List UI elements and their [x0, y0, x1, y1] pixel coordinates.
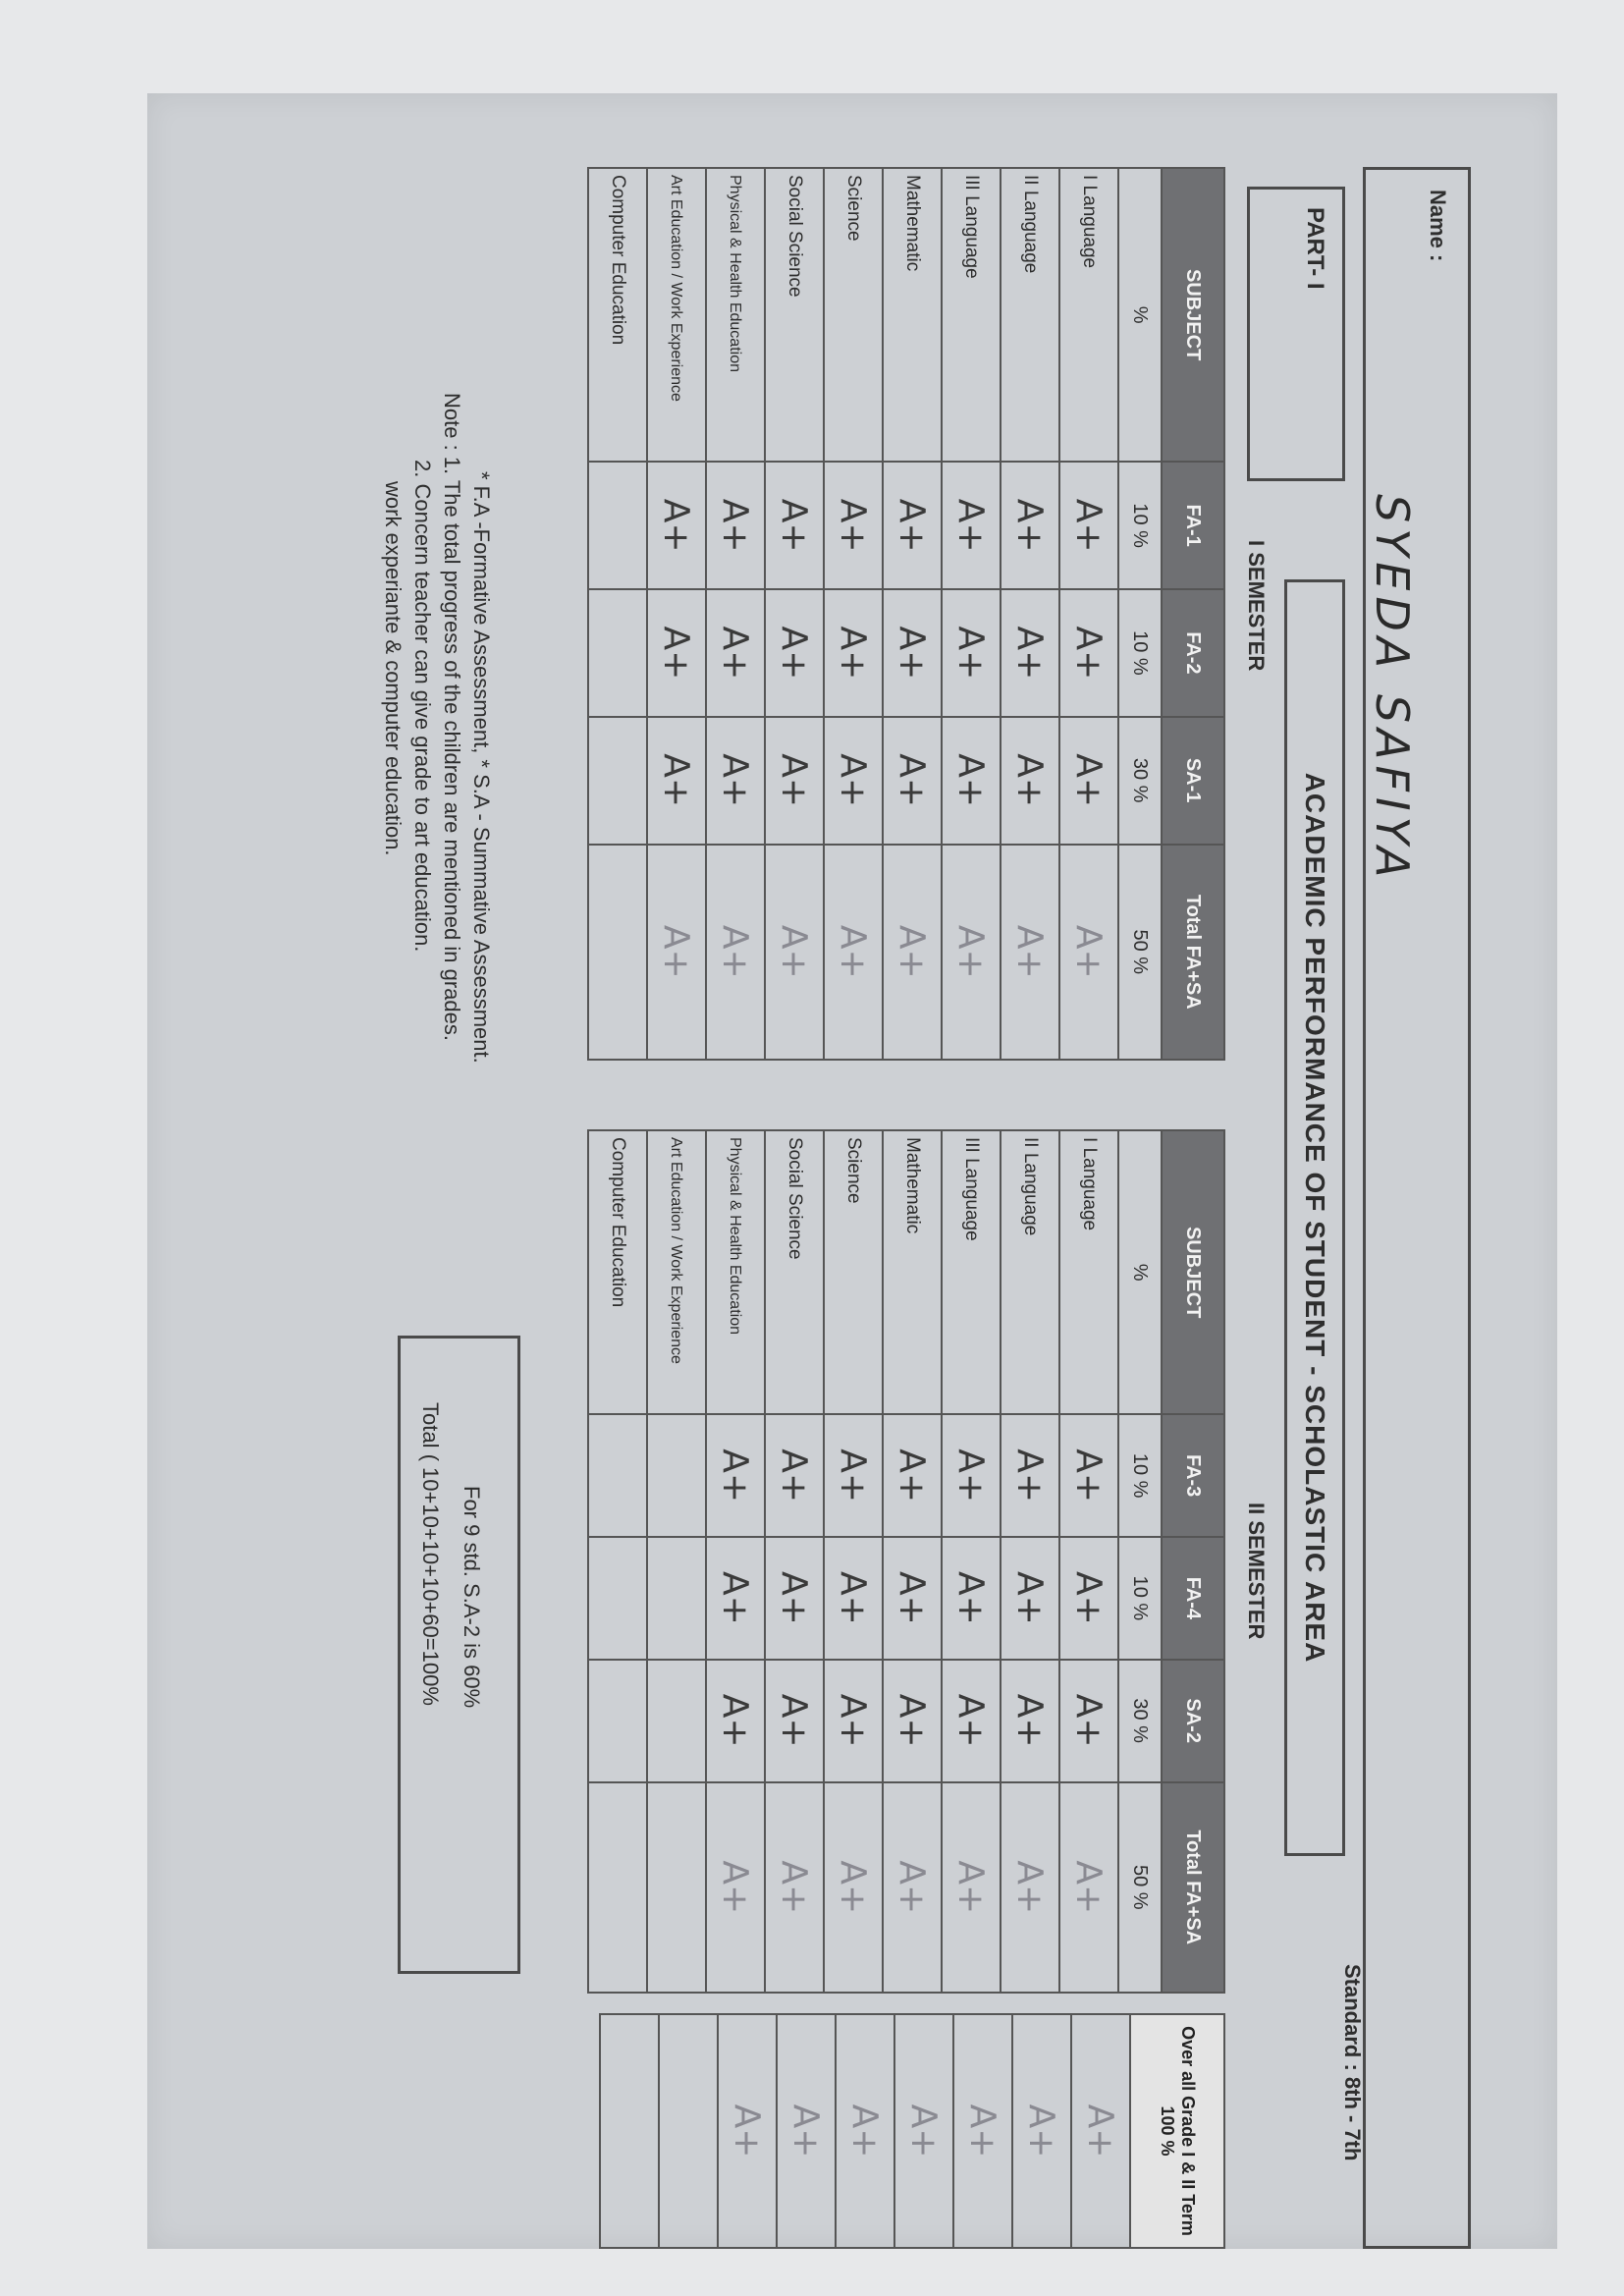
- grade-cell: [647, 1414, 706, 1537]
- grade-cell: A+: [1059, 845, 1118, 1060]
- grade-cell: A+: [1001, 589, 1059, 717]
- subject-cell: Social Science: [765, 1130, 824, 1414]
- grade-cell: A+: [883, 1782, 942, 1993]
- grade-cell: A+: [765, 1537, 824, 1660]
- grade-cell: A+: [765, 717, 824, 845]
- subject-cell: I Language: [1059, 1130, 1118, 1414]
- name-label: Name :: [1426, 190, 1450, 262]
- page-title: ACADEMIC PERFORMANCE OF STUDENT - SCHOLASTIC AREA: [1300, 772, 1330, 1664]
- table-row: [718, 2014, 777, 2248]
- grade-cell: A+: [824, 1660, 883, 1782]
- semester1-title: I SEMESTER: [1244, 540, 1269, 672]
- weight-cell: 30 %: [1118, 1660, 1162, 1782]
- grade-cell: A+: [883, 845, 942, 1060]
- weight-cell: 10 %: [1118, 1414, 1162, 1537]
- weight-cell: 50 %: [1118, 1782, 1162, 1993]
- weight-cell: 10 %: [1118, 1537, 1162, 1660]
- column-header: FA-1: [1162, 462, 1224, 589]
- table-row: [953, 2014, 1012, 2248]
- table-row: [588, 1130, 647, 1993]
- grade-cell: A+: [647, 845, 706, 1060]
- grade-cell: [588, 1537, 647, 1660]
- grade-cell: A+: [942, 1782, 1001, 1993]
- subject-cell: Computer Education: [588, 168, 647, 462]
- grade-cell: A+: [706, 717, 765, 845]
- subject-cell: Physical & Health Education: [706, 168, 765, 462]
- column-header: Total FA+SA: [1162, 1782, 1224, 1993]
- table-row: [659, 2014, 718, 2248]
- grade-cell: [647, 1660, 706, 1782]
- semester2-title: II SEMESTER: [1244, 1503, 1269, 1640]
- column-header: FA-3: [1162, 1414, 1224, 1537]
- column-header: SUBJECT: [1162, 168, 1224, 462]
- total-formula: Total ( 10+10+10+10+60=100%: [418, 1402, 443, 1706]
- overall-grade-cell: A+: [1012, 2014, 1071, 2248]
- overall-grade-cell: A+: [777, 2014, 836, 2248]
- grade-cell: A+: [1001, 845, 1059, 1060]
- grade-cell: [588, 1782, 647, 1993]
- semester2-table: [587, 1129, 1225, 1994]
- subject-cell: Social Science: [765, 168, 824, 462]
- grade-cell: [588, 1660, 647, 1782]
- grade-cell: A+: [883, 589, 942, 717]
- grade-cell: A+: [942, 462, 1001, 589]
- weight-cell: 10 %: [1118, 462, 1162, 589]
- grade-cell: [588, 589, 647, 717]
- grade-cell: A+: [1001, 462, 1059, 589]
- column-header: SA-2: [1162, 1660, 1224, 1782]
- table-row: [1012, 2014, 1071, 2248]
- table-row: [600, 2014, 659, 2248]
- overall-grade-cell: A+: [718, 2014, 777, 2248]
- table-row: [824, 168, 883, 1060]
- weight-cell: %: [1118, 1130, 1162, 1414]
- subject-cell: Science: [824, 168, 883, 462]
- grade-cell: A+: [824, 589, 883, 717]
- grade-cell: A+: [824, 1782, 883, 1993]
- note-2: 2. Concern teacher can give grade to art education.: [410, 460, 435, 953]
- grade-cell: A+: [765, 462, 824, 589]
- grade-cell: A+: [824, 845, 883, 1060]
- subject-cell: Art Education / Work Experience: [647, 168, 706, 462]
- grade-cell: A+: [1001, 1660, 1059, 1782]
- grade-cell: A+: [706, 462, 765, 589]
- table-row: [1059, 168, 1118, 1060]
- overall-grade-cell: [659, 2014, 718, 2248]
- student-name: SYEDA SAFIYA: [1366, 494, 1419, 884]
- grade-cell: A+: [1059, 1782, 1118, 1993]
- table-row: [836, 2014, 894, 2248]
- grade-cell: A+: [883, 1660, 942, 1782]
- grade-cell: A+: [1059, 1537, 1118, 1660]
- subject-cell: Mathematic: [883, 1130, 942, 1414]
- overall-grade-table: [599, 2013, 1225, 2249]
- grade-cell: A+: [942, 845, 1001, 1060]
- grade-cell: A+: [706, 1537, 765, 1660]
- name-box: [1363, 167, 1471, 2249]
- grade-cell: A+: [1001, 1782, 1059, 1993]
- grade-cell: A+: [1059, 1660, 1118, 1782]
- grade-cell: A+: [1001, 1414, 1059, 1537]
- column-header: SUBJECT: [1162, 1130, 1224, 1414]
- grade-cell: [588, 717, 647, 845]
- grade-cell: A+: [1059, 462, 1118, 589]
- grade-cell: A+: [942, 1414, 1001, 1537]
- grade-cell: [588, 1414, 647, 1537]
- semester1-table: [587, 167, 1225, 1061]
- title-box: [1284, 579, 1345, 1856]
- table-row: [894, 2014, 953, 2248]
- subject-cell: Art Education / Work Experience: [647, 1130, 706, 1414]
- subject-cell: Physical & Health Education: [706, 1130, 765, 1414]
- subject-cell: I Language: [1059, 168, 1118, 462]
- table-row: [588, 168, 647, 1060]
- grade-cell: A+: [1059, 717, 1118, 845]
- subject-cell: II Language: [1001, 1130, 1059, 1414]
- table-row: [647, 1130, 706, 1993]
- grade-cell: A+: [706, 845, 765, 1060]
- grade-cell: A+: [942, 1660, 1001, 1782]
- grade-cell: [588, 462, 647, 589]
- grade-cell: [647, 1537, 706, 1660]
- column-header: Total FA+SA: [1162, 845, 1224, 1060]
- grade-cell: A+: [706, 1782, 765, 1993]
- grade-cell: A+: [824, 1537, 883, 1660]
- table-row: [777, 2014, 836, 2248]
- column-header: SA-1: [1162, 717, 1224, 845]
- table-row: [883, 168, 942, 1060]
- overall-grade-cell: A+: [894, 2014, 953, 2248]
- table-row: [647, 168, 706, 1060]
- weight-cell: 10 %: [1118, 589, 1162, 717]
- grade-9-note: For 9 std. S.A-2 is 60%: [460, 1486, 484, 1709]
- grade-cell: A+: [883, 1414, 942, 1537]
- table-row: [883, 1130, 942, 1993]
- column-header: FA-2: [1162, 589, 1224, 717]
- table-row: [1059, 1130, 1118, 1993]
- grade-cell: A+: [647, 717, 706, 845]
- subject-cell: Science: [824, 1130, 883, 1414]
- subject-cell: II Language: [1001, 168, 1059, 462]
- weight-cell: 50 %: [1118, 845, 1162, 1060]
- grade-cell: A+: [706, 1660, 765, 1782]
- table-row: [1001, 1130, 1059, 1993]
- overall-grade-cell: [600, 2014, 659, 2248]
- grade-cell: A+: [765, 589, 824, 717]
- grade-cell: A+: [765, 1660, 824, 1782]
- grade-cell: A+: [883, 462, 942, 589]
- overall-grade-cell: A+: [836, 2014, 894, 2248]
- table-row: [765, 1130, 824, 1993]
- table-row: [706, 168, 765, 1060]
- grade-cell: A+: [883, 717, 942, 845]
- grade-cell: A+: [1059, 589, 1118, 717]
- grade-cell: A+: [647, 589, 706, 717]
- grade-9-note-box: [398, 1336, 520, 1974]
- note-1: Note : 1. The total progress of the children are mentioned in grades.: [440, 393, 464, 1041]
- table-row: [1001, 168, 1059, 1060]
- table-row: [765, 168, 824, 1060]
- grade-cell: A+: [706, 589, 765, 717]
- subject-cell: III Language: [942, 1130, 1001, 1414]
- grade-cell: A+: [765, 1414, 824, 1537]
- overall-header: Over all Grade I & II Term 100 %: [1130, 2014, 1224, 2248]
- grade-cell: A+: [765, 1782, 824, 1993]
- grade-cell: A+: [706, 1414, 765, 1537]
- grade-cell: A+: [942, 1537, 1001, 1660]
- report-card: [245, 147, 1483, 2269]
- overall-grade-cell: A+: [1071, 2014, 1130, 2248]
- grade-cell: A+: [942, 717, 1001, 845]
- grade-cell: A+: [765, 845, 824, 1060]
- part-label: PART- I: [1302, 207, 1328, 290]
- grade-cell: A+: [1001, 717, 1059, 845]
- table-row: [942, 1130, 1001, 1993]
- weight-cell: %: [1118, 168, 1162, 462]
- grade-cell: A+: [647, 462, 706, 589]
- subject-cell: Mathematic: [883, 168, 942, 462]
- subject-cell: Computer Education: [588, 1130, 647, 1414]
- notes-section: [378, 393, 496, 1064]
- overall-grade-cell: A+: [953, 2014, 1012, 2248]
- table-row: [942, 168, 1001, 1060]
- grade-cell: A+: [824, 462, 883, 589]
- part-box: [1247, 187, 1345, 481]
- subject-cell: III Language: [942, 168, 1001, 462]
- grade-cell: A+: [883, 1537, 942, 1660]
- weight-cell: 30 %: [1118, 717, 1162, 845]
- grade-cell: [647, 1782, 706, 1993]
- note-2-continued: work experiante & computer education.: [381, 481, 406, 856]
- abbreviation-note: * F.A -Formative Assessment, * S.A - Summative Assessment.: [469, 471, 494, 1064]
- grade-cell: A+: [1001, 1537, 1059, 1660]
- table-row: [824, 1130, 883, 1993]
- grade-cell: A+: [824, 717, 883, 845]
- grade-cell: [588, 845, 647, 1060]
- grade-cell: A+: [824, 1414, 883, 1537]
- standard-label: Standard : 8th - 7th: [1340, 1964, 1365, 2161]
- table-row: [1071, 2014, 1130, 2248]
- grade-cell: A+: [1059, 1414, 1118, 1537]
- grade-cell: A+: [942, 589, 1001, 717]
- table-row: [706, 1130, 765, 1993]
- column-header: FA-4: [1162, 1537, 1224, 1660]
